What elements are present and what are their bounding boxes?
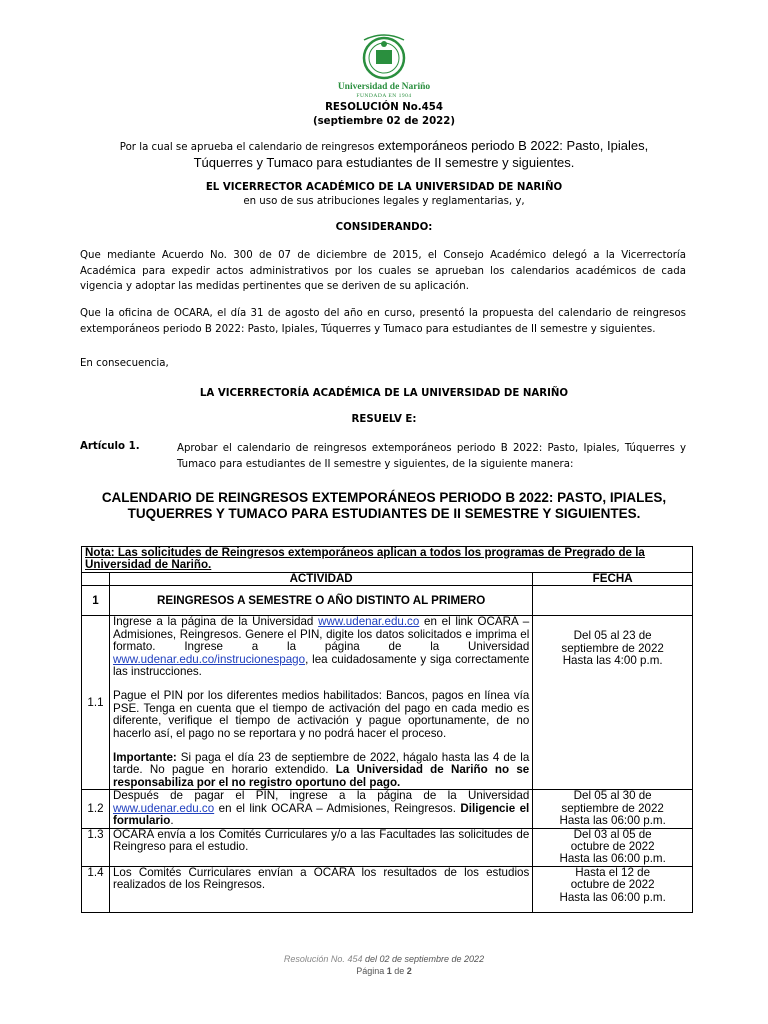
- table-row: [82, 616, 693, 790]
- vicerrectoria-heading: LA VICERRECTORÍA ACADÉMICA DE LA UNIVERSIDAD DE NARIÑO: [199, 388, 569, 399]
- subject-lead: Por la cual se aprueba el calendario de reingresos: [119, 142, 375, 153]
- activity-text: , lea cuidadosamente y siga correctamente las instrucciones.: [112, 652, 530, 679]
- row-date: [533, 866, 693, 912]
- table-note: Nota: Las solicitudes de Reingresos extemporáneos aplican a todos los programas de Pregrado de la Universidad de Nariño.: [82, 547, 693, 573]
- date-line: Del 05 al 23 de: [573, 629, 652, 643]
- considerando-paragraph-2: Que la oficina de OCARA, el día 31 de agosto del año en curso, presentó la propuesta del calendario de reingresos extemporáneos periodo B 2022: Pasto, Ipiales, Túquerres y Tumaco para estudiantes de II semestre y siguientes.: [80, 308, 686, 335]
- articulo-text: Aprobar el calendario de reingresos extemporáneos periodo B 2022: Pasto, Ipiales, Túquerres y Tumaco para estudiantes de II semestre y siguientes, de la siguiente manera:: [177, 443, 686, 470]
- activity-text: .: [170, 814, 174, 828]
- table-note-row: [82, 547, 693, 573]
- activity-text: en el link OCARA – Admisiones, Reingresos. Genere el PIN, digite los datos solicitados e imprima el formato. Ingrese a la página de la Universidad: [112, 615, 530, 654]
- instrucciones-pago-link[interactable]: www.udenar.edu.co/instrucionespago: [112, 652, 306, 666]
- important-text: Si paga el día 23 de septiembre de 2022, hágalo hasta las 4 de la tarde. No pague en horario extendido.: [112, 751, 530, 777]
- row-activity: OCARA envía a los Comités Curriculares y/o a las Facultades las solicitudes de Reingreso para el estudio.: [109, 828, 532, 866]
- date-line: septiembre de 2022: [561, 801, 664, 815]
- section-number: 1: [82, 586, 110, 616]
- date-line: Hasta las 06:00 p.m.: [559, 852, 666, 866]
- important-label: Importante:: [112, 751, 177, 765]
- table-header-activity: ACTIVIDAD: [109, 573, 532, 586]
- activity-text: Después de pagar el PIN, ingrese a la página de la Universidad: [112, 789, 530, 803]
- activity-paragraph-2: Pague el PIN por los diferentes medios habilitados: Bancos, pagos en línea vía PSE. Tenga en cuenta que el tiempo de activación del pago en cada medio es diferente, verifique el tiempo de activación y pague oportunamente, de no hacerlo así, el pago no se reportara y no podrá hacer el proceso.: [112, 689, 530, 740]
- page-label: Página: [356, 966, 385, 976]
- calendar-title-line-1: CALENDARIO DE REINGRESOS EXTEMPORÁNEOS PERIODO B 2022: PASTO, IPIALES,: [101, 490, 667, 505]
- page-total: 2: [406, 966, 412, 976]
- university-logo: [334, 30, 434, 100]
- university-seal-icon: [334, 30, 434, 86]
- footer-resolution: Resolución No. 454: [283, 954, 363, 964]
- subject-line2: Túquerres y Tumaco para estudiantes de II semestre y siguientes.: [193, 155, 575, 170]
- date-line: Del 03 al 05 de: [573, 827, 652, 841]
- authority-subtitle: en uso de sus atribuciones legales y reglamentarias, y,: [243, 196, 525, 207]
- considerando-heading: CONSIDERANDO:: [335, 222, 433, 233]
- activity-bold-text: Diligencie el formulario: [112, 801, 530, 828]
- udenar-link[interactable]: www.udenar.edu.co: [318, 615, 420, 629]
- activity-text: Ingrese a la página de la Universidad: [112, 615, 314, 629]
- row-date: [533, 790, 693, 828]
- considerando-paragraph-1: Que mediante Acuerdo No. 300 de 07 de diciembre de 2015, el Consejo Académico delegó a la Vicerrectoría Académica para expedir actos administrativos por los cuales se aprueban los calendarios académicos de cada vigencia y adoptar las medidas pertinentes que se deriven de su aplicación.: [80, 250, 686, 292]
- table-row: [82, 828, 693, 866]
- date-line: octubre de 2022: [570, 839, 655, 853]
- page-current: 1: [386, 966, 392, 976]
- section-title: REINGRESOS A SEMESTRE O AÑO DISTINTO AL PRIMERO: [109, 586, 532, 616]
- table-row: [82, 866, 693, 912]
- resolution-subject: [40, 138, 728, 170]
- calendar-table: [81, 546, 693, 913]
- logo-university-name: Universidad de Nariño: [337, 82, 431, 92]
- resuelve-heading: RESUELV E:: [351, 414, 417, 425]
- activity-paragraph: [113, 616, 529, 678]
- table-header-num: [82, 573, 110, 586]
- date-line: Hasta las 4:00 p.m.: [562, 654, 663, 668]
- logo-founded: FUNDADA EN 1904: [356, 93, 412, 99]
- section-date: [533, 586, 693, 616]
- footer-page-number: [0, 966, 768, 976]
- date-line: octubre de 2022: [570, 878, 655, 892]
- table-section-row: [82, 586, 693, 616]
- date-line: Hasta el 12 de: [575, 865, 651, 879]
- row-activity: [109, 616, 532, 790]
- table-row: [82, 790, 693, 828]
- footer-date: del 02 de septiembre de 2022: [364, 954, 485, 964]
- row-number: 1.3: [82, 828, 110, 866]
- activity-important: [113, 752, 529, 789]
- authority-title: EL VICERRECTOR ACADÉMICO DE LA UNIVERSIDAD DE NARIÑO: [205, 182, 563, 193]
- articulo-label: Artículo 1.: [80, 441, 140, 452]
- row-number: 1.1: [82, 616, 110, 790]
- calendar-title-line-2: TUQUERRES Y TUMACO PARA ESTUDIANTES DE II SEMESTRE Y SIGUIENTES.: [127, 505, 641, 521]
- date-line: septiembre de 2022: [561, 641, 664, 655]
- important-bold-text: La Universidad de Nariño no se responsabiliza por el no registro oportuno del pago.: [112, 763, 530, 789]
- row-number: 1.2: [82, 790, 110, 828]
- activity-text: en el link OCARA – Admisiones, Reingresos.: [218, 801, 456, 815]
- row-date: [533, 828, 693, 866]
- date-line: Hasta las 06:00 p.m.: [559, 814, 666, 828]
- date-line: Hasta las 06:00 p.m.: [559, 890, 666, 904]
- table-header-row: [82, 573, 693, 586]
- subject-rest: extemporáneos periodo B 2022: Pasto, Ipiales,: [377, 138, 649, 153]
- resolution-date: (septiembre 02 de 2022): [312, 116, 456, 127]
- calendar-title: [0, 490, 768, 521]
- consecuencia-text: En consecuencia,: [80, 358, 169, 369]
- table-header-date: FECHA: [533, 573, 693, 586]
- udenar-link[interactable]: www.udenar.edu.co: [112, 801, 215, 815]
- date-line: Del 05 al 30 de: [573, 789, 652, 803]
- row-activity: Los Comités Curriculares envían a OCARA los resultados de los estudios realizados de los Reingresos.: [109, 866, 532, 912]
- row-date: [533, 616, 693, 790]
- row-number: 1.4: [82, 866, 110, 912]
- row-activity: [109, 790, 532, 828]
- resolution-title: RESOLUCIÓN No.454: [325, 102, 443, 113]
- footer-reference: [0, 954, 768, 964]
- page-of: de: [394, 966, 405, 976]
